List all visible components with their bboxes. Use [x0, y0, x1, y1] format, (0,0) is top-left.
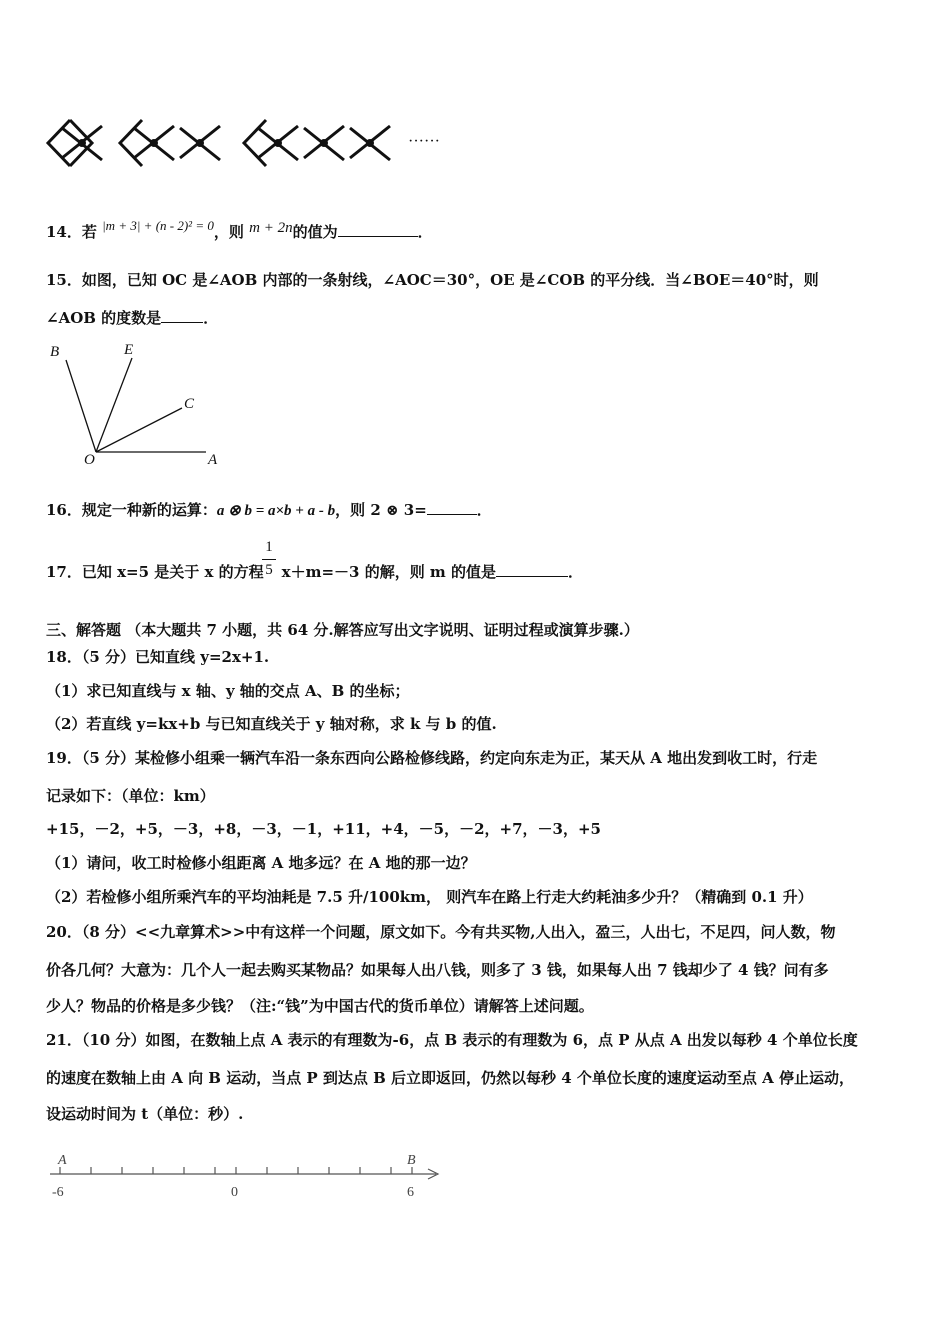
q17-blank[interactable] — [496, 562, 568, 577]
question-18-part2: （2）若直线 y=kx+b 与已知直线关于 y 轴对称，求 k 与 b 的值. — [46, 715, 497, 733]
q15-blank[interactable] — [161, 308, 203, 323]
pattern-figure — [40, 108, 460, 178]
label-A: A — [208, 452, 218, 468]
axis-label-A: A — [58, 1153, 67, 1168]
q14-blank[interactable] — [338, 222, 418, 237]
q14-expression: |m + 3| + (n - 2)² = 0 — [102, 218, 214, 233]
question-14: 14．若 |m + 3| + (n - 2)² = 0，则 m + 2n的值为 ． — [46, 218, 433, 241]
question-21-line1: 21．（10 分）如图，在数轴上点 A 表示的有理数为-6，点 B 表示的有理数为 6，点 P 从点 A 出发以每秒 4 个单位长度 — [46, 1031, 858, 1049]
question-21-line3: 设运动时间为 t（单位：秒）. — [46, 1105, 244, 1123]
angle-figure — [44, 338, 234, 472]
q16-operation: a ⊗ b = a×b + a - b — [216, 503, 336, 519]
question-15-line2: ∠AOB 的度数是 ． — [46, 309, 219, 327]
question-15-line1: 15．如图，已知 OC 是∠AOB 内部的一条射线，∠AOC＝30°，OE 是∠COB 的平分线．当∠BOE＝40°时，则 — [46, 271, 819, 289]
question-20-line2: 价各几何？大意为：几个人一起去购买某物品？如果每人出八钱，则多了 3 钱，如果每人出 7 钱却少了 4 钱？问有多 — [46, 961, 829, 979]
label-E: E — [124, 342, 134, 358]
question-19-line2: 记录如下：（单位：km） — [46, 787, 215, 805]
question-19-part1: （1）请问，收工时检修小组距离 A 地多远？在 A 地的那一边？ — [46, 854, 476, 872]
axis-tick-0: 0 — [231, 1185, 238, 1200]
pattern-ellipsis: ······ — [408, 133, 440, 150]
question-19-part2: （2）若检修小组所乘汽车的平均油耗是 7.5 升/100km， 则汽车在路上行走大约耗油多少升？（精确到 0.1 升） — [46, 888, 813, 906]
q17-fraction: 1 5 — [262, 538, 276, 579]
q16-blank[interactable] — [427, 500, 477, 515]
question-19-data: +15，－2，+5，－3，+8，－3，－1，+11，+4，－5，－2，+7，－3，+5 — [46, 820, 601, 838]
question-16: 16．规定一种新的运算：a ⊗ b = a×b + a - b，则 2 ⊗ 3= ． — [46, 501, 492, 519]
question-20-line3: 少人？物品的价格是多少钱？（注:“钱”为中国古代的货币单位）请解答上述问题。 — [46, 997, 594, 1015]
axis-tick-6: 6 — [407, 1185, 414, 1200]
question-17: 17．已知 x=5 是关于 x 的方程 x＋m=－3 的解，则 m 的值是 ． — [46, 563, 584, 581]
question-18-part1: （1）求已知直线与 x 轴、y 轴的交点 A、B 的坐标； — [46, 682, 410, 700]
section-3-heading: 三、解答题 （本大题共 7 小题，共 64 分.解答应写出文字说明、证明过程或演算步骤.） — [46, 621, 639, 639]
question-20-line1: 20．（8 分）<<九章算术>>中有这样一个问题，原文如下。今有共买物,人出入，盈三，人出七，不足四，问人数，物 — [46, 923, 836, 941]
question-18-title: 18．（5 分）已知直线 y=2x+1. — [46, 648, 270, 666]
number-line — [40, 1148, 450, 1204]
axis-label-B: B — [407, 1153, 416, 1168]
q14-expression-2: m + 2n — [249, 220, 293, 236]
label-B: B — [50, 344, 60, 360]
label-C: C — [184, 396, 195, 412]
question-19-line1: 19．（5 分）某检修小组乘一辆汽车沿一条东西向公路检修线路，约定向东走为正，某天从 A 地出发到收工时，行走 — [46, 749, 818, 767]
label-O: O — [84, 452, 95, 468]
question-21-line2: 的速度在数轴上由 A 向 B 运动，当点 P 到达点 B 后立即返回，仍然以每秒 4 个单位长度的速度运动至点 A 停止运动， — [46, 1069, 855, 1087]
axis-tick-minus6: -6 — [52, 1185, 64, 1200]
